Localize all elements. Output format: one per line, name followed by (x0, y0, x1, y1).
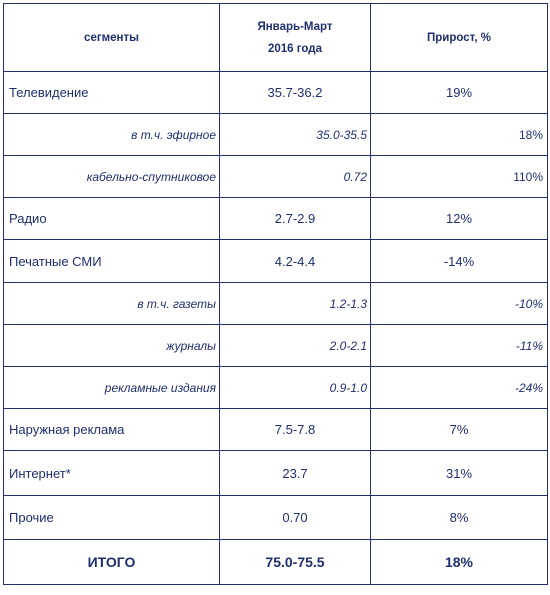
segment-label: Наружная реклама (4, 409, 220, 451)
segment-growth: 8% (371, 496, 548, 540)
segment-growth: -14% (371, 240, 548, 283)
header-period-line2: 2016 года (268, 42, 322, 55)
segment-value: 7.5-7.8 (220, 409, 371, 451)
segment-label: Прочие (4, 496, 220, 540)
table-row (4, 114, 548, 156)
table-row (4, 496, 548, 540)
header-segments: сегменты (4, 4, 220, 72)
table-row (4, 367, 548, 409)
table-row (4, 72, 548, 114)
segment-growth: 31% (371, 451, 548, 496)
segment-value: 35.0-35.5 (220, 114, 371, 156)
segment-value: 23.7 (220, 451, 371, 496)
segment-growth: 12% (371, 198, 548, 240)
segment-label: в т.ч. эфирное (4, 114, 220, 156)
segment-label: в т.ч. газеты (4, 283, 220, 325)
segment-value: 0.72 (220, 156, 371, 198)
table-row (4, 325, 548, 367)
header-period (220, 4, 371, 72)
segment-value: 4.2-4.4 (220, 240, 371, 283)
header-period-line1: Январь-Март (257, 20, 333, 33)
total-row (4, 540, 548, 585)
segment-label: кабельно-спутниковое (4, 156, 220, 198)
table-row (4, 409, 548, 451)
segment-growth: 19% (371, 72, 548, 114)
segment-growth: 18% (371, 114, 548, 156)
segment-growth: -24% (371, 367, 548, 409)
total-value: 75.0-75.5 (220, 540, 371, 585)
segment-growth: -11% (371, 325, 548, 367)
segment-growth: -10% (371, 283, 548, 325)
header-growth: Прирост, % (371, 4, 548, 72)
segment-growth: 110% (371, 156, 548, 198)
segment-label: журналы (4, 325, 220, 367)
segment-value: 35.7-36.2 (220, 72, 371, 114)
segment-label: рекламные издания (4, 367, 220, 409)
segment-value: 0.9-1.0 (220, 367, 371, 409)
segment-value: 0.70 (220, 496, 371, 540)
segment-label: Интернет* (4, 451, 220, 496)
segment-growth: 7% (371, 409, 548, 451)
ad-market-table (3, 3, 548, 585)
segment-value: 1.2-1.3 (220, 283, 371, 325)
table-header-row (4, 4, 548, 72)
segment-value: 2.7-2.9 (220, 198, 371, 240)
segment-label: Печатные СМИ (4, 240, 220, 283)
table-row (4, 156, 548, 198)
segment-label: Радио (4, 198, 220, 240)
table-row (4, 283, 548, 325)
segment-value: 2.0-2.1 (220, 325, 371, 367)
table-row (4, 198, 548, 240)
total-label: ИТОГО (4, 540, 220, 585)
table-row (4, 240, 548, 283)
segment-label: Телевидение (4, 72, 220, 114)
table-row (4, 451, 548, 496)
total-growth: 18% (371, 540, 548, 585)
